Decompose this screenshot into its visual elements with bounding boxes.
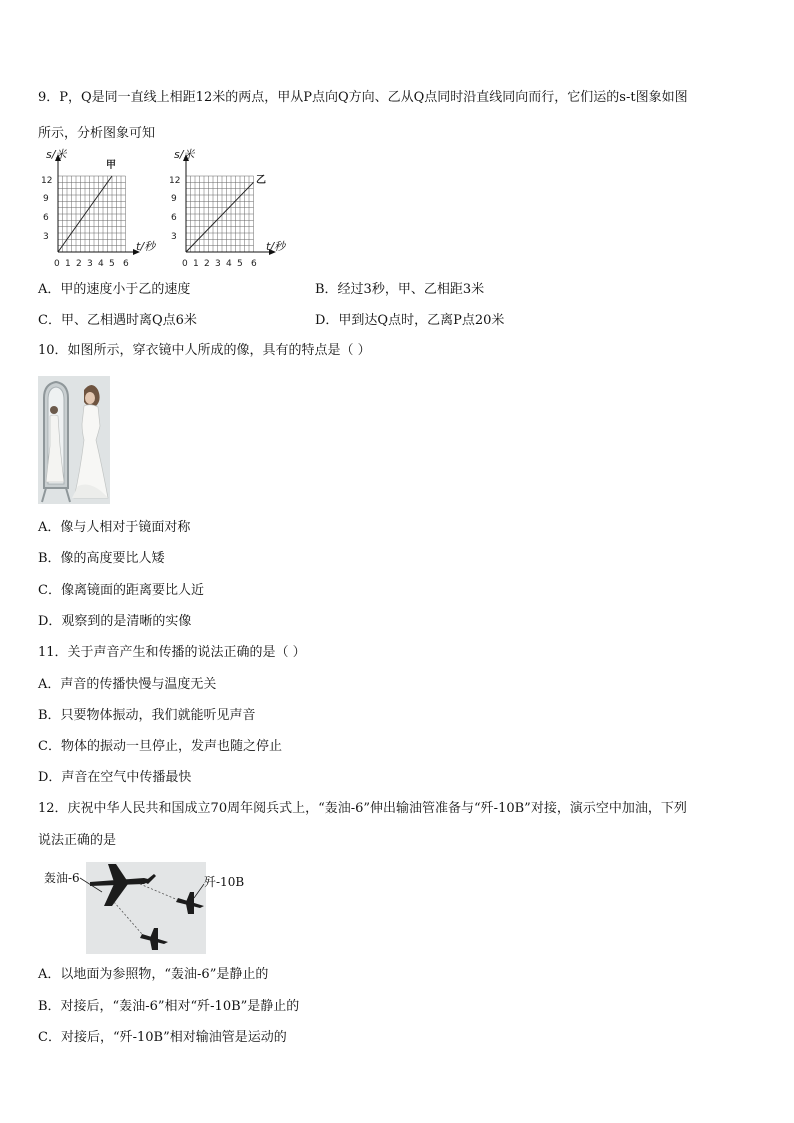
q9-graph-left-ytick-3: 3 — [43, 232, 49, 242]
q10-option-b: B．像的高度要比人矮 — [38, 551, 165, 566]
q12-option-a: A．以地面为参照物，“轰油-6”是静止的 — [38, 967, 269, 982]
q9-graph-right-xtick-1: 1 — [193, 259, 199, 269]
q9-graph-left-xtick-5: 5 — [109, 259, 115, 269]
q9-graph-right-xtick-0: 0 — [182, 259, 188, 269]
q9-graph-right-series-label: 乙 — [256, 175, 266, 186]
q9-graph-right-xtick-3: 3 — [215, 259, 221, 269]
q9-graph-right-ytick-3: 3 — [171, 232, 177, 242]
q10-option-c: C．像离镜面的距离要比人近 — [38, 583, 204, 598]
q9-graph-left-xtick-1: 1 — [65, 259, 71, 269]
q9-graph-left-xlabel: t/秒 — [136, 240, 156, 253]
q9-graph-left-xtick-2: 2 — [76, 259, 82, 269]
q12-stem-line2: 说法正确的是 — [38, 833, 117, 848]
q10-mirror-photo — [38, 376, 110, 504]
q9-stem-line2: 所示，分析图象可知 — [38, 126, 156, 141]
q9-graph-right-xtick-5: 5 — [237, 259, 243, 269]
q9-graph-left-ylabel: s/米 — [46, 148, 67, 161]
q9-option-c: C．甲、乙相遇时离Q点6米 — [38, 313, 197, 328]
q9-graph-right — [166, 146, 290, 270]
q12-option-b: B．对接后，“轰油-6”相对“歼-10B”是静止的 — [38, 999, 300, 1014]
q12-stem-line1: 12．庆祝中华人民共和国成立70周年阅兵式上，“轰油-6”伸出输油管准备与“歼-10B”对接，演示空中加油，下列 — [38, 801, 687, 816]
q9-graph-left-ytick-9: 9 — [43, 194, 49, 204]
q12-refuel-figure — [44, 862, 244, 954]
q11-option-c: C．物体的振动一旦停止，发声也随之停止 — [38, 739, 282, 754]
q9-graph-left-xtick-6: 6 — [123, 259, 129, 269]
q11-option-a: A．声音的传播快慢与温度无关 — [38, 677, 217, 692]
q12-label-tanker: 轰油-6 — [44, 871, 80, 885]
q9-graph-left-series-label: 甲 — [106, 160, 116, 171]
q9-graph-left-ytick-6: 6 — [43, 213, 49, 223]
q9-graph-right-xtick-6: 6 — [251, 259, 257, 269]
q9-graph-left-grid — [58, 176, 126, 252]
q9-graph-right-grid — [186, 176, 254, 252]
q11-option-d: D．声音在空气中传播最快 — [38, 770, 192, 785]
q9-graph-right-series-line — [186, 182, 254, 252]
q11-option-b: B．只要物体振动，我们就能听见声音 — [38, 708, 256, 723]
q9-graph-left-xtick-0: 0 — [54, 259, 60, 269]
q12-label-fighter: 歼-10B — [204, 875, 245, 889]
q9-graph-right-ytick-12: 12 — [169, 176, 181, 186]
q9-option-d: D．甲到达Q点时，乙离P点20米 — [315, 313, 505, 328]
q9-stem-line1: 9．P，Q是同一直线上相距12米的两点，甲从P点向Q方向、乙从Q点同时沿直线同向而行，它们运的s-t图象如图 — [38, 90, 688, 105]
q9-option-b: B．经过3秒，甲、乙相距3米 — [315, 282, 485, 297]
q9-graph-right-xtick-2: 2 — [204, 259, 210, 269]
q9-graph-right-xlabel: t/秒 — [266, 240, 286, 253]
q9-option-a: A．甲的速度小于乙的速度 — [38, 282, 191, 297]
q12-option-c: C．对接后，“歼-10B”相对输油管是运动的 — [38, 1030, 287, 1045]
q10-option-d: D．观察到的是清晰的实像 — [38, 614, 192, 629]
q11-stem: 11．关于声音产生和传播的说法正确的是（ ） — [38, 645, 306, 660]
q9-graph-right-ytick-9: 9 — [171, 194, 177, 204]
q9-graph-right-ylabel: s/米 — [174, 148, 195, 161]
q10-stem: 10．如图所示，穿衣镜中人所成的像，具有的特点是（ ） — [38, 343, 371, 358]
q9-graph-left — [38, 146, 156, 270]
q9-graph-right-ytick-6: 6 — [171, 213, 177, 223]
q9-graph-left-xtick-3: 3 — [87, 259, 93, 269]
q9-graph-left-xtick-4: 4 — [98, 259, 104, 269]
q9-graph-right-xtick-4: 4 — [226, 259, 232, 269]
q10-option-a: A．像与人相对于镜面对称 — [38, 520, 191, 535]
q9-graph-left-ytick-12: 12 — [41, 176, 53, 186]
